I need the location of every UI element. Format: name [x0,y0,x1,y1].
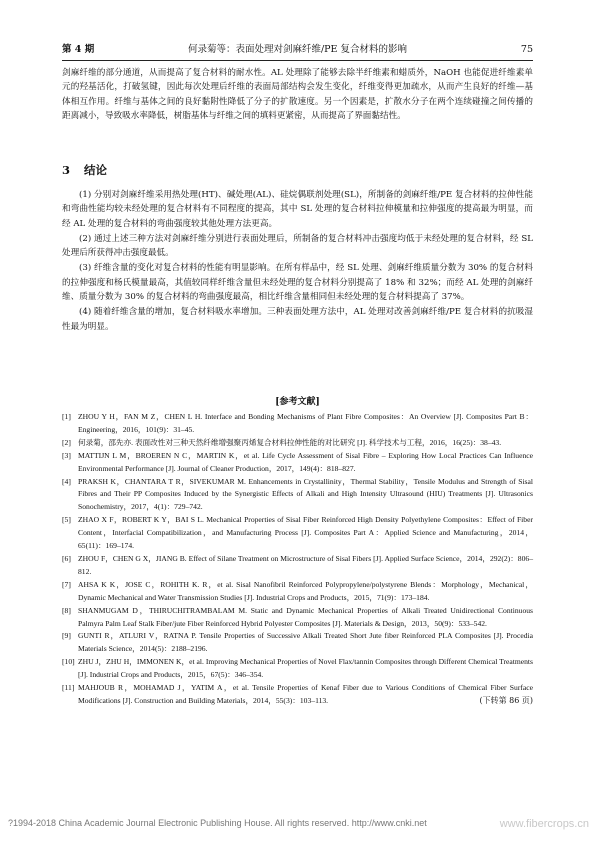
reference-item [62,553,533,579]
reference-item [62,579,533,605]
page-number: 75 [520,44,533,55]
watermark: www.fibercrops.cn [499,818,589,830]
reference-text: ZHOU F，CHEN G X，JIANG B. Effect of Silane Treatment on Microstructure of Sisal Fibers [J]. Applied Surface Science，2014，292(2)：806–812. [78,553,533,576]
reference-text: ZHAO X F，ROBERT K Y，BAI S L. Mechanical Properties of Sisal Fiber Reinforced High Density Polyethylene Composites：Effect of Fiber Content，Interfacial Compatibilization，and Manufacturing Process [J]. Composites Part A：Applied Science and Manufacturing，2014，65(11)：169–174. [78,515,533,551]
continuation-note: (下转第 86 页) [479,695,533,705]
reference-text: ZHU J，ZHU H，IMMONEN K，et al. Improving Mechanical Properties of Novel Flax/tannin Composites through Different Chemical Treatments [J]. Industrial Crops and Products，2015，67(5)：346–354. [78,657,533,680]
section-title: 结论 [84,163,108,177]
reference-item [62,514,533,553]
header-rule [62,60,533,61]
conclusion-item: (4) 随着纤维含量的增加，复合材料吸水率增加。三种表面处理方法中，AL 处理对改善剑麻纤维/PE 复合材料的抗吸湿性最为明显。 [62,307,533,332]
reference-number: [9] [62,631,71,641]
reference-item [62,656,533,682]
page-footer [8,818,589,832]
reference-number: [7] [62,579,71,589]
reference-text: SHANMUGAM D，THIRUCHITRAMBALAM M. Static and Dynamic Mechanical Properties of Alkali Treated Unidirectional Continuous Palmyra Palm Leaf Stalk Fiber/jute Fiber Reinforced Hybrid Polyester Composites [J]. Materials & Design，2013，50(9)：533–542. [78,605,533,628]
reference-text: MATTIJN L M，BROEREN N C，MARTIN K，et al. Life Cycle Assessment of Sisal Fibre – Exploring How Local Practices Can Influence Environmental Performance [J]. Journal of Cleaner Production，2017，149(4)：818–827. [78,450,533,473]
reference-number: [8] [62,605,71,615]
reference-list [62,411,533,708]
reference-item [62,605,533,631]
issue-label: 第 4 期 [62,44,95,55]
reference-number: [1] [62,412,71,421]
reference-text: ZHOU Y H，FAN M Z，CHEN L H. Interface and Bonding Mechanisms of Plant Fibre Composites：An Overview [J]. Composites Part B：Engineering，2016，101(9)：31–45. [78,412,533,434]
reference-number: [4] [62,476,71,486]
conclusion-item: (1) 分别对剑麻纤维采用热处理(HT)、碱处理(AL)、硅烷偶联剂处理(SL)，所制备的剑麻纤维/PE 复合材料的拉伸性能和弯曲性能均较未经处理的复合材料有不同程度的提高，其中 SL 处理的复合材料拉伸模量和拉伸强度的提高最为明显，而经 AL 处理的复合材料的弯曲强度较其他处理方法更高。 [62,190,533,229]
copyright-notice: ?1994-2018 China Academic Journal Electronic Publishing House. All rights reserved. http://www.cnki.net [8,818,427,828]
reference-text: MAHJOUB R，MOHAMAD J，YATIM A，et al. Tensile Properties of Kenaf Fiber due to Various Conditions of Chemical Fiber Surface Modifications [J]. Construction and Building Materials，2014，55(3)：103–113. [78,683,533,705]
reference-number: [6] [62,553,71,563]
running-header [62,42,533,58]
reference-item [62,450,533,476]
section-heading [62,162,121,178]
conclusion-item: (3) 纤维含量的变化对复合材料的性能有明显影响。在所有样品中，经 SL 处理、剑麻纤维质量分数为 30% 的复合材料的拉伸强度和杨氏模量最高，其值较同样纤维含量但未经处理的复合材料分别提高了 18% 和 32%；而经 AL 处理的剑麻纤维、质量分数为 30% 的复合材料的弯曲强度最高，相比纤维含量相同但未经处理的复合材料提高了 37%。 [62,263,533,303]
reference-text: GUNTI R，ATLURI V，RATNA P. Tensile Properties of Successive Alkali Treated Short Jute fiber Reinforced PLA Composites [J]. Procedia Materials Science，2014(5)：2188–2196. [78,631,533,654]
section-number: 3 [62,163,71,177]
intro-text [62,66,533,123]
conclusions [62,188,533,335]
reference-number: [5] [62,515,71,525]
reference-number: [2] [62,437,71,447]
reference-item [62,682,533,708]
reference-item [62,437,533,450]
reference-number: [10] [62,657,75,667]
references-heading: [参考文献] [275,397,320,407]
reference-item [62,476,533,515]
reference-item [62,411,533,437]
reference-text: PRAKSH K，CHANTARA T R，SIVEKUMAR M. Enhancements in Crystallinity，Thermal Stability，Tensile Modulus and Strength of Sisal Fibres and Their PP Composites Induced by the Synergistic Effects of Alkali and High Intensity Ultrasound (HIU) Treatments [J]. Ultrasonics Sonochemistry，2017，4(1)：729–742. [78,476,533,512]
reference-number: [3] [62,450,71,460]
reference-text: AHSA K K，JOSE C，ROHITH K. R，et al. Sisal Nanofibril Reinforced Polypropylene/polystyrene Blends：Morphology，Mechanical，Dynamic Mechanical and Water Transmission Studies [J]. Industrial Crops and Products，2015，71(9)：173–184. [78,579,533,602]
conclusion-item: (2) 通过上述三种方法对剑麻纤维分别进行表面处理后，所制备的复合材料冲击强度均低于未经处理的复合材料，经 SL 处理后所获得冲击强度最低。 [62,233,533,259]
body-paragraph: 剑麻纤维的部分通道，从而提高了复合材料的耐水性。AL 处理除了能够去除半纤维素和蜡质外，NaOH 也能促进纤维素单元的羟基活化，打破氢键，因此每次处理后纤维的表面局部结构会发生变化，纤维变得更加疏水，从而产生良好的纤维—基体相互作用。纤维与基体之间的良好黏附性降低了分子的扩散速度。另一个因素是，扩散水分子在两个连续碰撞之间传播的距离减小，导致吸水率降低，树脂基体与纤维之间的填料更紧密，从而提高了界面黏结性。 [62,68,533,121]
reference-item [62,630,533,656]
reference-number: [11] [62,683,75,693]
reference-text: 何录菊，邵先亦. 表面改性对三种天然纤维增强聚丙烯复合材料拉伸性能的对比研究 [J]. 科学技术与工程，2016，16(25)：38–43. [78,437,502,447]
running-title: 何录菊等：表面处理对剑麻纤维/PE 复合材料的影响 [187,44,408,55]
